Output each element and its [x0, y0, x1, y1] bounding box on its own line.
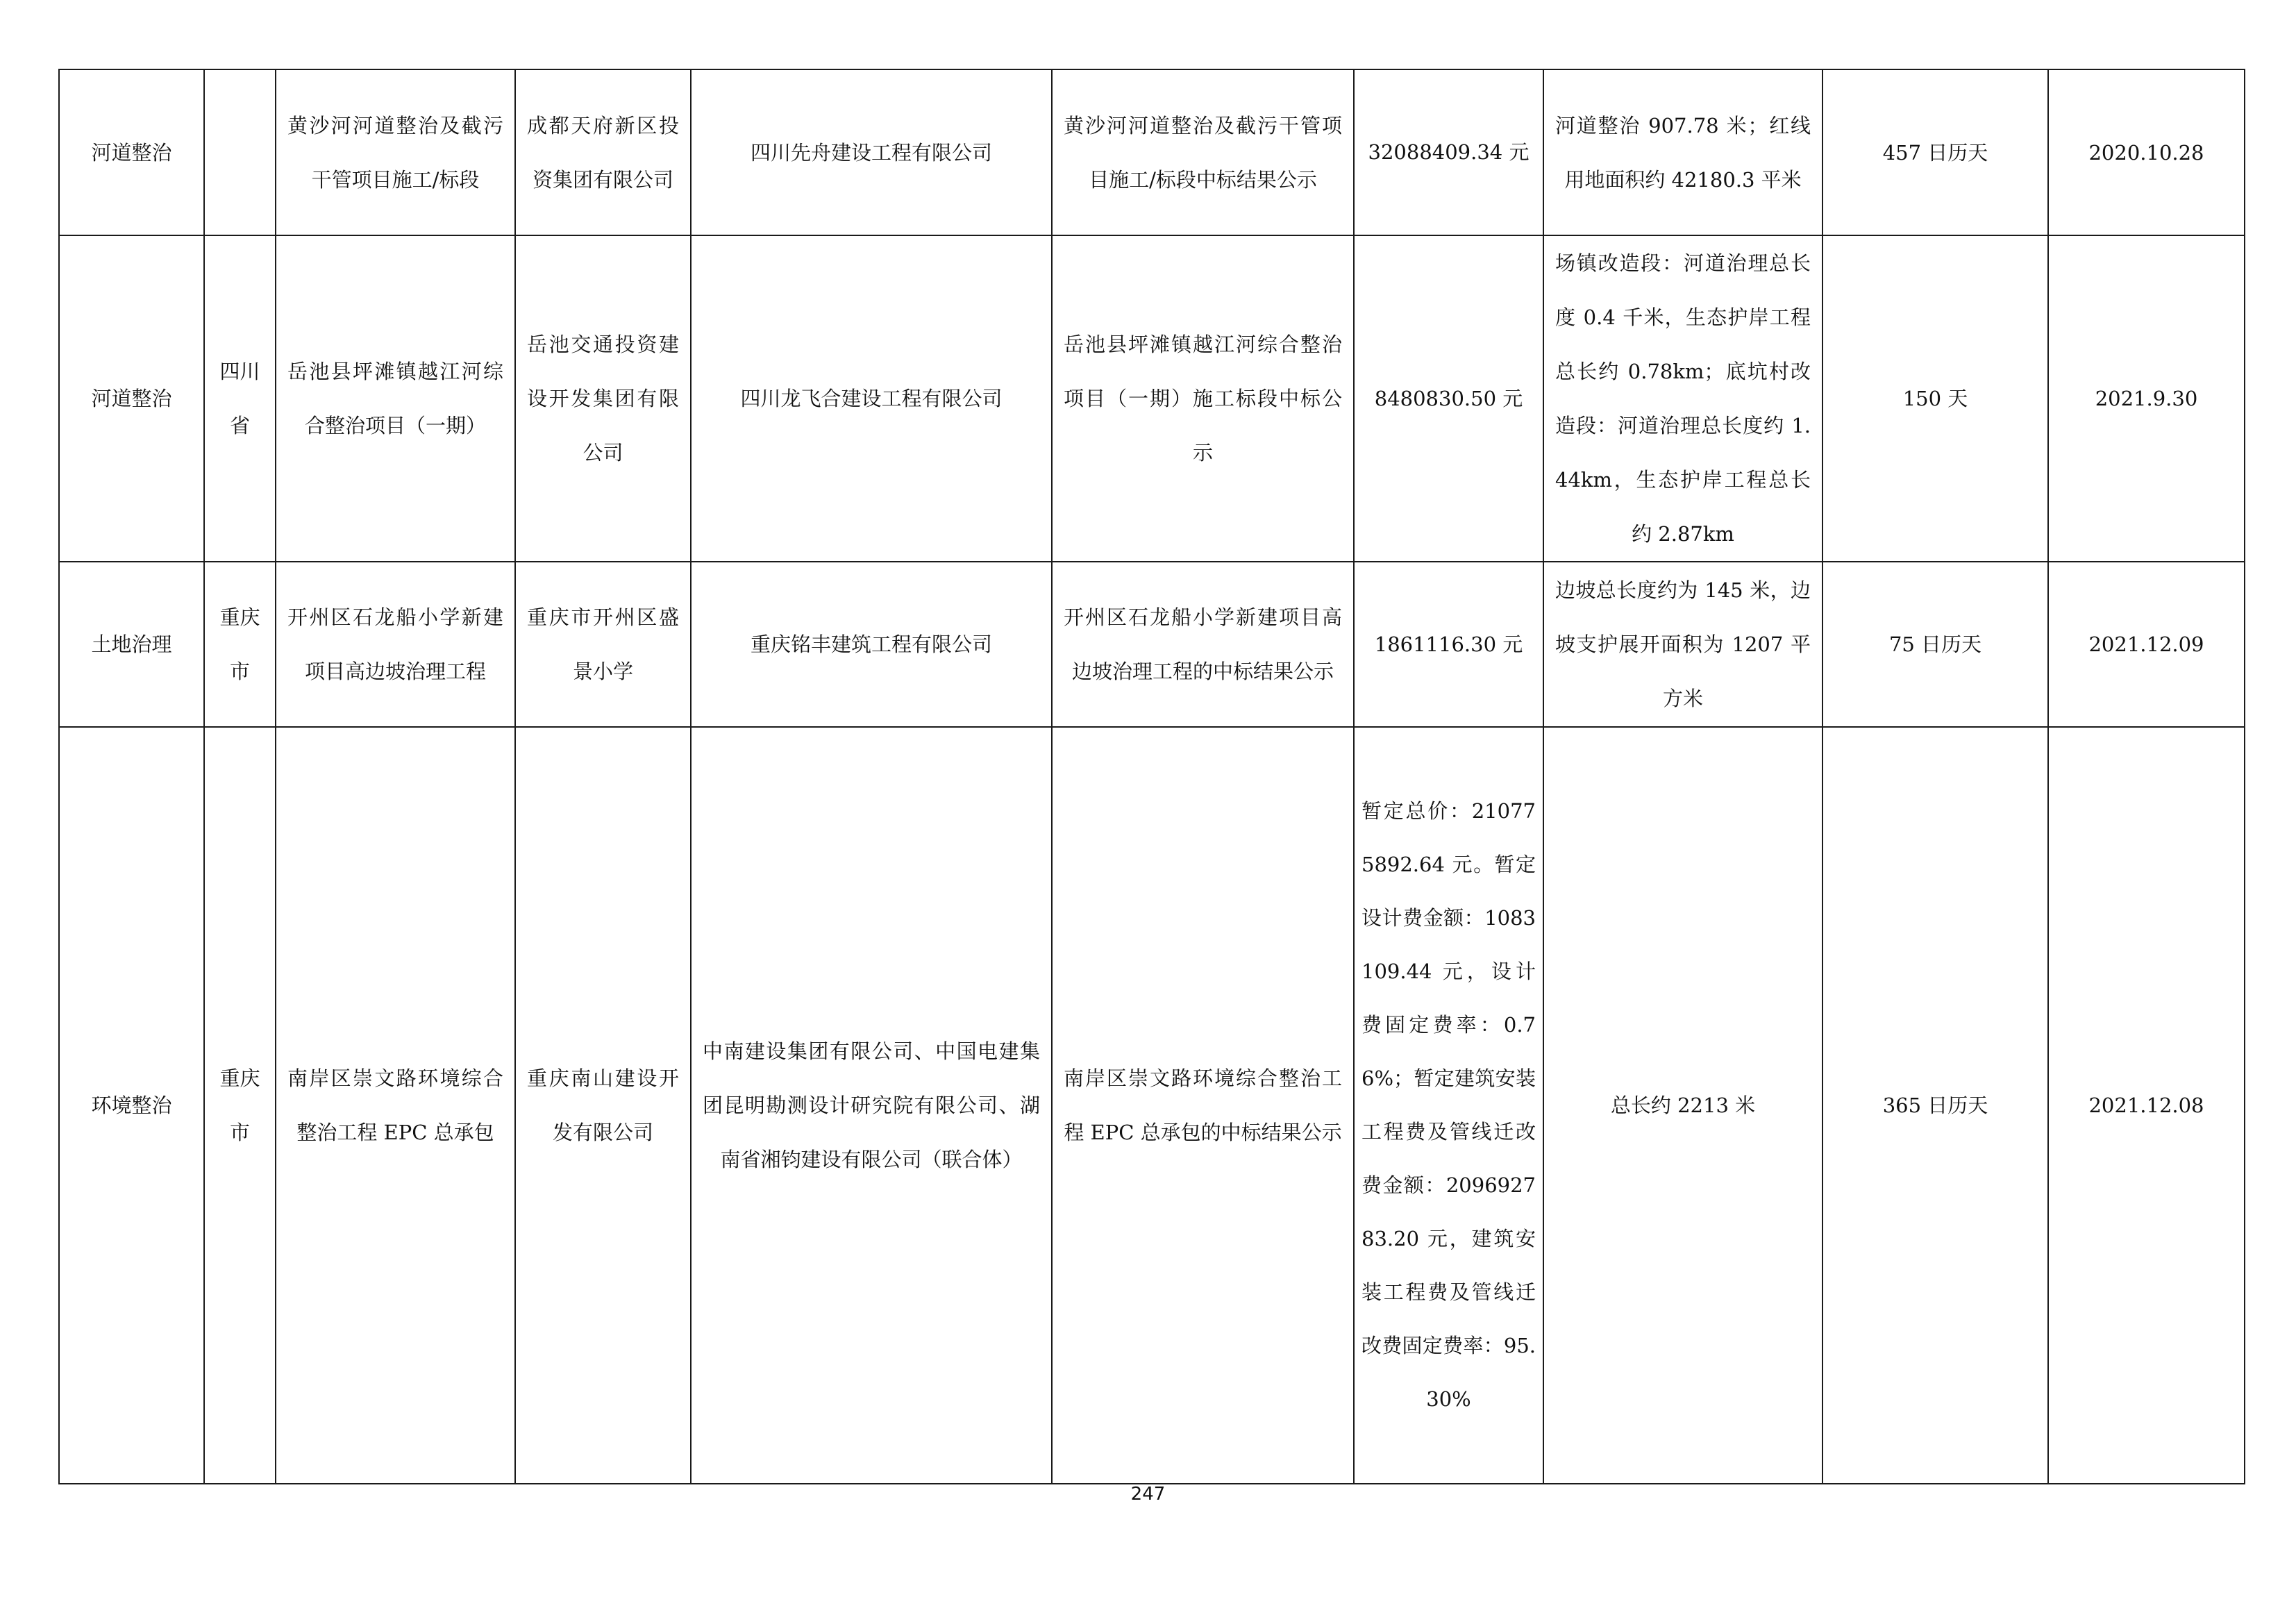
page-number: 247: [1130, 1484, 1166, 1505]
region-cell: 重庆市: [204, 562, 276, 727]
project-name-cell: 岳池县坪滩镇越江河综合整治项目（一期）: [276, 235, 515, 562]
owner-cell: 重庆南山建设开发有限公司: [515, 727, 691, 1484]
project-scale-cell: 场镇改造段：河道治理总长度 0.4 千米，生态护岸工程总长约 0.78km；底坑村改造段：河道治理总长度约 1.44km，生态护岸工程总长约 2.87km: [1543, 235, 1822, 562]
date-cell: 2021.12.08: [2048, 727, 2245, 1484]
contract-price-cell: 32088409.34 元: [1354, 69, 1543, 235]
date-cell: 2021.9.30: [2048, 235, 2245, 562]
date-cell: 2021.12.09: [2048, 562, 2245, 727]
contract-price-cell: 暂定总价：210775892.64 元。暂定设计费金额：1083109.44 元，设计费固定费率：0.76%；暂定建筑安装工程费及管线迁改费金额：209692783.20 元，建筑安装工程费及管线迁改费固定费率：95.30%: [1354, 727, 1543, 1484]
winning-bidder-cell: 重庆铭丰建筑工程有限公司: [691, 562, 1052, 727]
table-row: [59, 727, 2245, 1484]
duration-cell: 150 天: [1822, 235, 2048, 562]
category-cell: 河道整治: [59, 69, 204, 235]
announcement-cell: 南岸区崇文路环境综合整治工程 EPC 总承包的中标结果公示: [1052, 727, 1354, 1484]
category-cell: 土地治理: [59, 562, 204, 727]
date-cell: 2020.10.28: [2048, 69, 2245, 235]
region-cell: [204, 69, 276, 235]
owner-cell: 重庆市开州区盛景小学: [515, 562, 691, 727]
announcement-cell: 开州区石龙船小学新建项目高边坡治理工程的中标结果公示: [1052, 562, 1354, 727]
project-scale-cell: 河道整治 907.78 米；红线用地面积约 42180.3 平米: [1543, 69, 1822, 235]
region-cell: 四川省: [204, 235, 276, 562]
winning-bidder-cell: 四川龙飞合建设工程有限公司: [691, 235, 1052, 562]
owner-cell: 岳池交通投资建设开发集团有限公司: [515, 235, 691, 562]
table-row: [59, 562, 2245, 727]
contract-price-cell: 1861116.30 元: [1354, 562, 1543, 727]
project-name-cell: 南岸区崇文路环境综合整治工程 EPC 总承包: [276, 727, 515, 1484]
category-cell: 河道整治: [59, 235, 204, 562]
winning-bidder-cell: 中南建设集团有限公司、中国电建集团昆明勘测设计研究院有限公司、湖南省湘钧建设有限公司（联合体）: [691, 727, 1052, 1484]
table-row: [59, 235, 2245, 562]
region-cell: 重庆市: [204, 727, 276, 1484]
owner-cell: 成都天府新区投资集团有限公司: [515, 69, 691, 235]
project-scale-cell: 总长约 2213 米: [1543, 727, 1822, 1484]
duration-cell: 365 日历天: [1822, 727, 2048, 1484]
contract-price-cell: 8480830.50 元: [1354, 235, 1543, 562]
category-cell: 环境整治: [59, 727, 204, 1484]
project-name-cell: 开州区石龙船小学新建项目高边坡治理工程: [276, 562, 515, 727]
duration-cell: 75 日历天: [1822, 562, 2048, 727]
project-name-cell: 黄沙河河道整治及截污干管项目施工/标段: [276, 69, 515, 235]
announcement-cell: 岳池县坪滩镇越江河综合整治项目（一期）施工标段中标公示: [1052, 235, 1354, 562]
duration-cell: 457 日历天: [1822, 69, 2048, 235]
table-row: [59, 69, 2245, 235]
winning-bidder-cell: 四川先舟建设工程有限公司: [691, 69, 1052, 235]
project-table: [58, 69, 2245, 1484]
announcement-cell: 黄沙河河道整治及截污干管项目施工/标段中标结果公示: [1052, 69, 1354, 235]
project-scale-cell: 边坡总长度约为 145 米，边坡支护展开面积为 1207 平方米: [1543, 562, 1822, 727]
